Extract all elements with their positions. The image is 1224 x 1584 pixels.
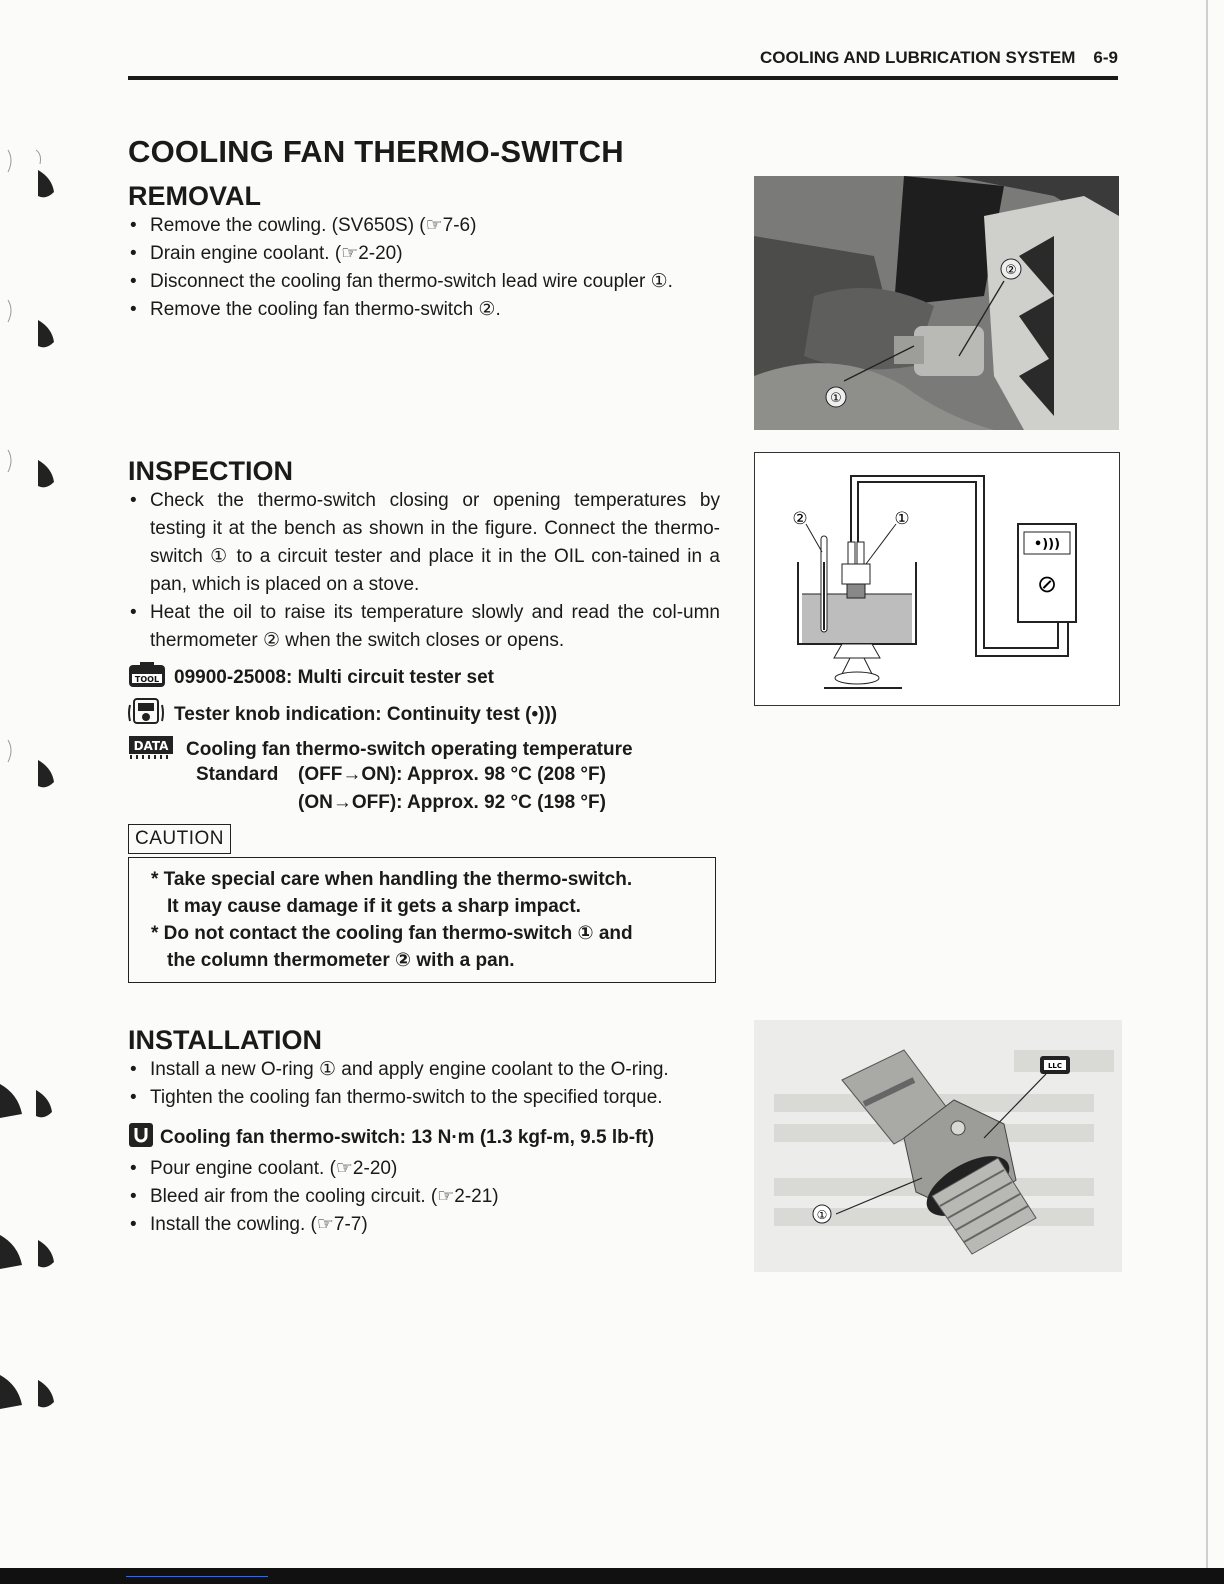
page-title: COOLING FAN THERMO-SWITCH (128, 134, 624, 169)
caution-line: * Take special care when handling the thermo-switch. (151, 869, 633, 890)
tester-knob-text: Tester knob indication: Continuity test (•))) (174, 704, 558, 725)
callout-label: ① (894, 509, 910, 529)
list-item: • Heat the oil to raise its temperature slowly and read the col-umn thermometer ② when the switch closes or opens. (128, 599, 720, 655)
callout-label: ② (792, 509, 808, 529)
torque-spec (128, 1122, 654, 1154)
page-edge (1206, 0, 1208, 1584)
list-item: • Bleed air from the cooling circuit. (☞2-21) (128, 1183, 724, 1211)
caution-line: * Do not contact the cooling fan thermo-switch ① and (151, 923, 633, 944)
tester-knob-icon (128, 697, 166, 733)
data-title: Cooling fan thermo-switch operating temperature (186, 739, 633, 760)
list-item: • Install a new O-ring ① and apply engine coolant to the O-ring. (128, 1056, 724, 1084)
list-item: • Remove the cowling. (SV650S) (☞7-6) (128, 212, 720, 240)
installation-steps-b (128, 1155, 724, 1239)
tool-icon (128, 662, 166, 694)
inspection-heading: INSPECTION (128, 456, 294, 486)
list-item: • Install the cowling. (☞7-7) (128, 1211, 724, 1239)
removal-heading: REMOVAL (128, 181, 261, 211)
list-item: • Disconnect the cooling fan thermo-switch lead wire coupler ①. (128, 268, 720, 296)
svg-text:TOOL: TOOL (134, 675, 160, 684)
bottom-underline (126, 1576, 268, 1577)
list-item: • Pour engine coolant. (☞2-20) (128, 1155, 724, 1183)
caution-line: It may cause damage if it gets a sharp impact. (167, 896, 581, 917)
svg-text:DATA: DATA (133, 739, 169, 753)
torque-text: Cooling fan thermo-switch: 13 N·m (1.3 kgf-m, 9.5 lb-ft) (160, 1127, 655, 1148)
tool-text: 09900-25008: Multi circuit tester set (174, 667, 494, 688)
installation-heading: INSTALLATION (128, 1025, 322, 1055)
caution-line: the column thermometer ② with a pan. (167, 950, 515, 971)
torque-icon (128, 1122, 154, 1154)
inspection-steps (128, 487, 720, 655)
installation-steps-a (128, 1056, 724, 1112)
section-title: COOLING AND LUBRICATION SYSTEM (759, 48, 1076, 67)
caution-box (128, 857, 716, 983)
list-item: • Remove the cooling fan thermo-switch ②. (128, 296, 720, 324)
tool-spec (128, 662, 494, 694)
list-item: • Check the thermo-switch closing or opening temperatures by testing it at the bench as shown in the figure. Connect the thermo-switch ① to a circuit tester and place it in the OIL con-tained in a pan, which is placed on a stove. (128, 487, 720, 599)
std-off-on: (OFF→ON): Approx. 98 °C (208 °F) (298, 764, 606, 785)
removal-steps (128, 212, 720, 324)
thermo-switch-photo (754, 1020, 1122, 1272)
list-item: • Drain engine coolant. (☞2-20) (128, 240, 720, 268)
page-number: 6-9 (1093, 48, 1118, 67)
tester-knob-spec (128, 697, 557, 733)
caution-label: CAUTION (128, 824, 231, 854)
std-label: Standard (196, 764, 279, 785)
binder-holes (0, 0, 62, 1584)
running-header (128, 48, 1118, 80)
removal-photo (754, 176, 1119, 430)
meter-knob-symbol: ⊘ (1036, 570, 1058, 598)
meter-display: •))) (1033, 537, 1061, 552)
llc-badge: LLC (1047, 1062, 1063, 1070)
bench-test-diagram (754, 452, 1120, 706)
callout-label: ① (816, 1208, 828, 1222)
std-on-off: (ON→OFF): Approx. 92 °C (198 °F) (298, 792, 606, 813)
data-spec (128, 734, 633, 766)
callout-label: ① (830, 391, 842, 406)
callout-label: ② (1005, 263, 1017, 278)
list-item: • Tighten the cooling fan thermo-switch to the specified torque. (128, 1084, 724, 1112)
data-icon (128, 734, 178, 766)
